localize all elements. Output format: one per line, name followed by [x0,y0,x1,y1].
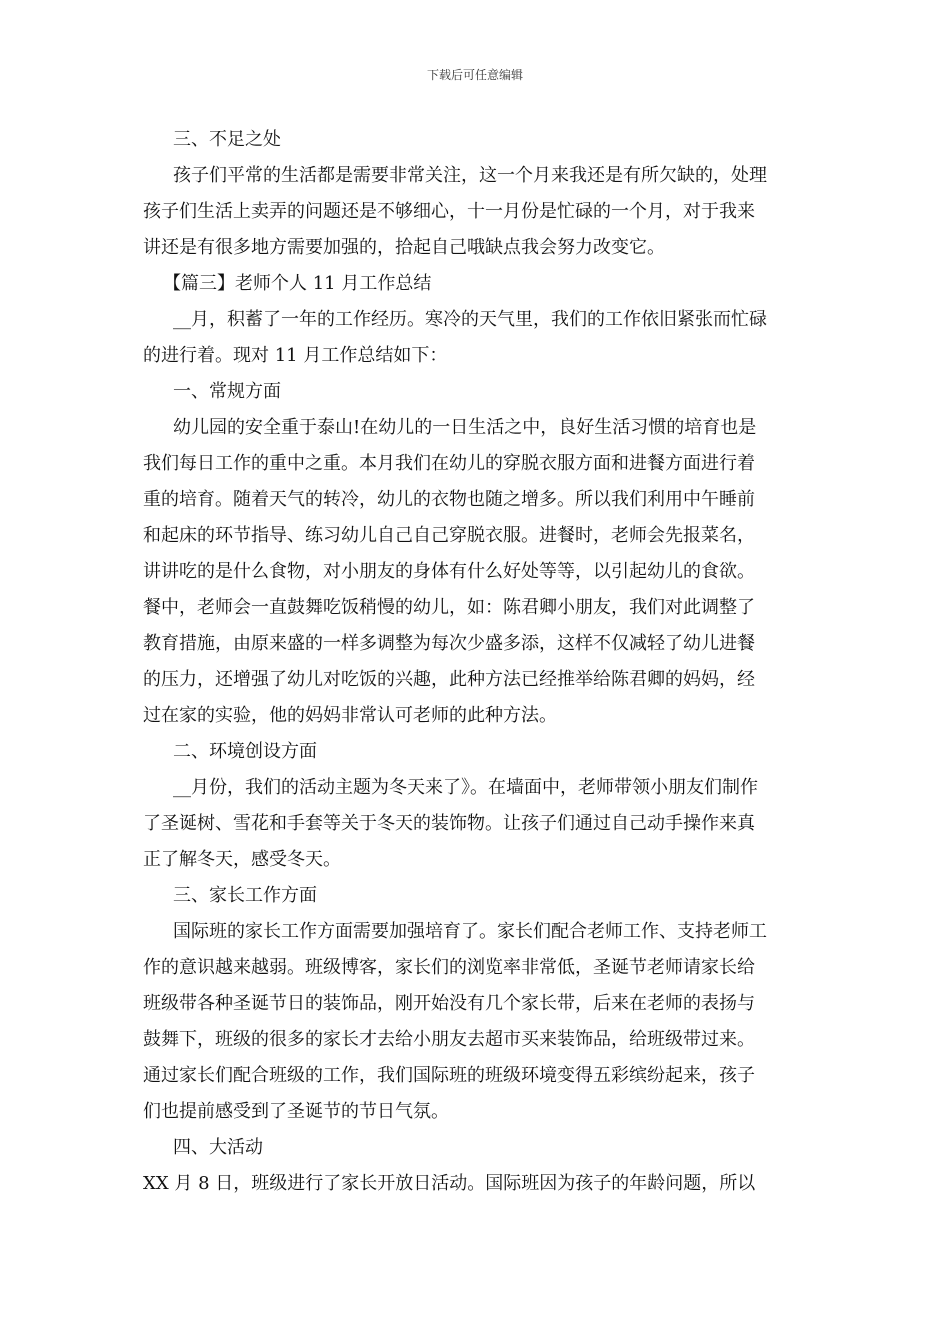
section-heading: 二、环境创设方面 [173,741,317,762]
document-body [143,122,808,1202]
paragraph-line: 了圣诞树、雪花和手套等关于冬天的装饰物。让孩子们通过自己动手操作来真 [143,813,755,834]
chapter-heading: 【篇三】老师个人 11 月工作总结 [163,273,432,294]
paragraph-line: 过在家的实验，他的妈妈非常认可老师的此种方法。 [143,705,557,726]
paragraph-line: 正了解冬天，感受冬天。 [143,849,341,870]
paragraph-line: 孩子们平常的生活都是需要非常关注，这一个月来我还是有所欠缺的，处理 [173,165,767,186]
paragraph-line: 教育措施，由原来盛的一样多调整为每次少盛多添，这样不仅减轻了幼儿进餐 [143,633,755,654]
paragraph-line: 作的意识越来越弱。班级博客，家长们的浏览率非常低，圣诞节老师请家长给 [143,957,755,978]
paragraph-line: 通过家长们配合班级的工作，我们国际班的班级环境变得五彩缤纷起来，孩子 [143,1065,755,1086]
section-heading: 三、家长工作方面 [173,885,317,906]
paragraph-line: 鼓舞下，班级的很多的家长才去给小朋友去超市买来装饰品，给班级带过来。 [143,1029,755,1050]
paragraph-line: 讲讲吃的是什么食物，对小朋友的身体有什么好处等等，以引起幼儿的食欲。 [143,561,755,582]
paragraph-line: 班级带各种圣诞节日的装饰品，刚开始没有几个家长带，后来在老师的表扬与 [143,993,755,1014]
section-heading: 一、常规方面 [173,381,281,402]
paragraph-line: 餐中，老师会一直鼓舞吃饭稍慢的幼儿，如：陈君卿小朋友，我们对此调整了 [143,597,755,618]
paragraph-line: 和起床的环节指导、练习幼儿自己自己穿脱衣服。进餐时，老师会先报菜名， [143,525,755,546]
paragraph-line: __月份，我们的活动主题为冬天来了》。在墙面中，老师带领小朋友们制作 [173,777,758,798]
paragraph-line: 国际班的家长工作方面需要加强培育了。家长们配合老师工作、支持老师工 [173,921,767,942]
paragraph-line: __月，积蓄了一年的工作经历。寒冷的天气里，我们的工作依旧紧张而忙碌 [173,309,767,330]
page-header: 下载后可任意编辑 [426,68,523,82]
section-heading: 四、大活动 [173,1137,263,1158]
paragraph-line: 幼儿园的安全重于泰山!在幼儿的一日生活之中，良好生活习惯的培育也是 [173,417,757,438]
paragraph-line: 的压力，还增强了幼儿对吃饭的兴趣，此种方法已经推举给陈君卿的妈妈，经 [143,669,755,690]
paragraph-line: XX 月 8 日，班级进行了家长开放日活动。国际班因为孩子的年龄问题，所以 [143,1173,756,1194]
paragraph-line: 重的培育。随着天气的转冷，幼儿的衣物也随之增多。所以我们利用中午睡前 [143,489,755,510]
paragraph-line: 们也提前感受到了圣诞节的节日气氛。 [143,1101,449,1122]
section-heading: 三、不足之处 [173,129,281,150]
paragraph-line: 的进行着。现对 11 月工作总结如下： [143,345,448,366]
paragraph-line: 孩子们生活上卖弄的问题还是不够细心，十一月份是忙碌的一个月，对于我来 [143,201,755,222]
paragraph-line: 讲还是有很多地方需要加强的，拾起自己哦缺点我会努力改变它。 [143,237,665,258]
paragraph-line: 我们每日工作的重中之重。本月我们在幼儿的穿脱衣服方面和进餐方面进行着 [143,453,755,474]
